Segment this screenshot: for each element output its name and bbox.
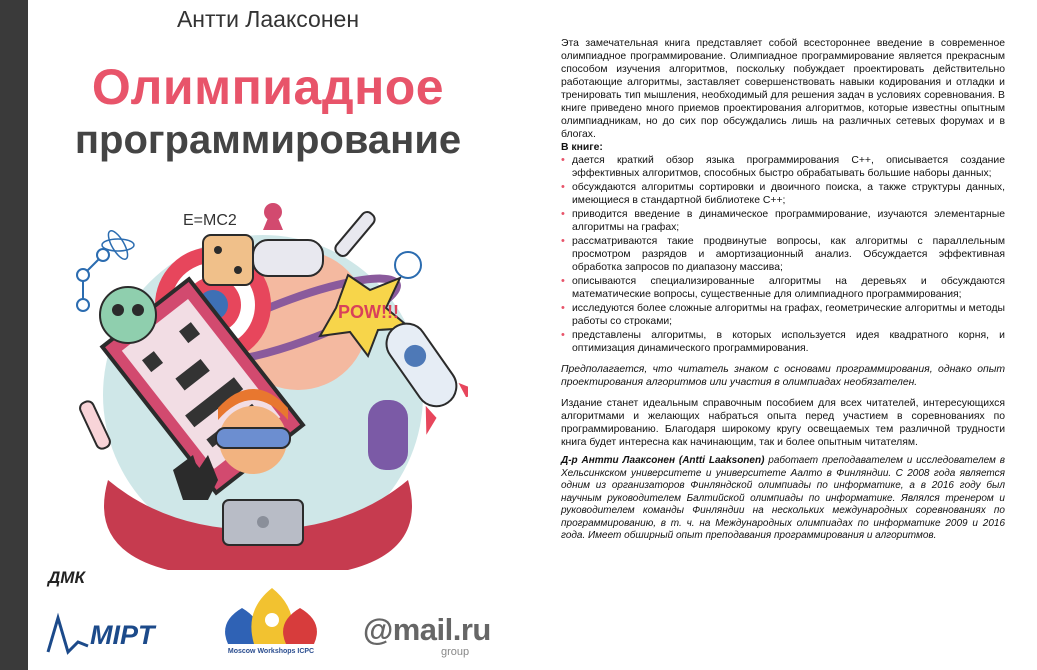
gamepad-icon [253,240,323,276]
moscow-workshops-text: Moscow Workshops ICPC [227,648,315,655]
list-item: • дается краткий обзор языка программирования C++, описывается создание эффективных алгоритмов, способных быстро обрабатывать большие наборы данных; [561,154,1005,180]
potion-icon [368,400,408,470]
in-book-heading: В книге: [561,142,603,153]
author-bio-text: работает преподавателем и исследователем в Хельсинкском университете и университете Аалто в Финляндии. С 2008 года является одним из организаторов Финляндской олимпиады по информатике, а в 2016 году был научным руководителем Балтийской олимпиады по информатике. Являлся тренером и руководителем команды Финляндии на нескольких международных соревнованиях по программированию, в т. ч. на Международных олимпиадах по информатике 2009 и 2016 года. Имеет обширный опыт преподавания программирования и алгоритмов. [561,455,1005,541]
mipt-logo-text: MIPT [90,620,155,650]
moscow-workshops-logo [216,580,326,666]
intro-paragraph: Эта замечательная книга представляет собой всестороннее введение в современное олимпиадное программирование. Олимпиадное программирование является прекрасным способом изучения алгоритмов, поскольку побуждает проектировать действительно работающие алгоритмы, заставляет совершенствовать навыки кодирования и отладки и тренировать тип мышления, необходимый для решения задач в условиях соревнования. В книге приведено много приемов проектирования алгоритмов, которые известны опытным олимпиадникам, но до сих пор обсуждались лишь на различных сетевых форумах и в блогах. [561,38,1005,140]
mipt-logo [46,612,166,658]
book-spine [0,0,28,670]
mail-ru-logo-text: @mail.ru [363,612,491,647]
back-cover-text [561,37,1005,543]
dice-icon [203,235,253,285]
vr-headset-icon [216,428,290,448]
assumption-paragraph: Предполагается, что читатель знаком с основами программирования, однако опыт проектирования алгоритмов или участия в олимпиадах необязателен. [561,364,1005,388]
atom-icon-right [395,252,421,278]
equation-text: E=MC2 [183,212,237,229]
dmk-logo-text: ДМК [48,568,85,587]
front-cover [28,0,508,670]
list-item: • исследуются более сложные алгоритмы на графах, геометрические алгоритмы и методы работы со строками; [561,302,1005,328]
cover-illustration [48,170,468,590]
dmk-logo [44,566,114,602]
list-item: • рассматриваются такие продвинутые вопросы, как алгоритмы с параллельным просмотром разрядов и амортизационный анализ. Обсуждается эффективная обработка запросов по диапазону массива; [561,235,1005,274]
list-item: • описываются специализированные алгоритмы на деревьях и обсуждаются математические вопросы, существенные для олимпиадного программирования; [561,275,1005,301]
mail-ru-group-text: group [441,646,470,658]
author-bio [561,455,1005,543]
list-item: • приводится введение в динамическое программирование, изучаются элементарные алгоритмы на графах; [561,208,1005,234]
author-bio-name: Д-р Антти Лааксонен (Antti Laaksonen) [561,455,765,466]
cover-author: Антти Лааксонен [176,6,360,32]
mail-ru-logo [363,612,493,662]
back-cover [508,0,1037,670]
mipt-wave-icon [46,612,90,658]
atom-icon [102,239,134,251]
test-tube-icon [333,210,377,259]
cover-title-line1: Олимпиадное [91,59,445,115]
list-item: • представлены алгоритмы, в которых используется идея квадратного корня, и оптимизация динамического программирования. [561,329,1005,355]
pow-text: POW!!! [338,302,399,322]
moscow-workshops-domes-icon [216,580,326,646]
alien-icon [100,287,156,343]
features-list [561,154,1005,355]
list-item: • обсуждаются алгоритмы сортировки и двоичного поиска, а также структуры данных, имеющиеся в стандартной библиотеке C++; [561,181,1005,207]
audience-paragraph: Издание станет идеальным справочным пособием для всех читателей, интересующихся алгоритмами и желающих набраться опыта перед участием в соревнованиях по программированию. Благодаря широкому кругу освещаемых тем различной трудности книга будет интересна как начинающим, так и более опытным читателям. [561,398,1005,448]
cover-title-line2: программирование [74,118,462,162]
